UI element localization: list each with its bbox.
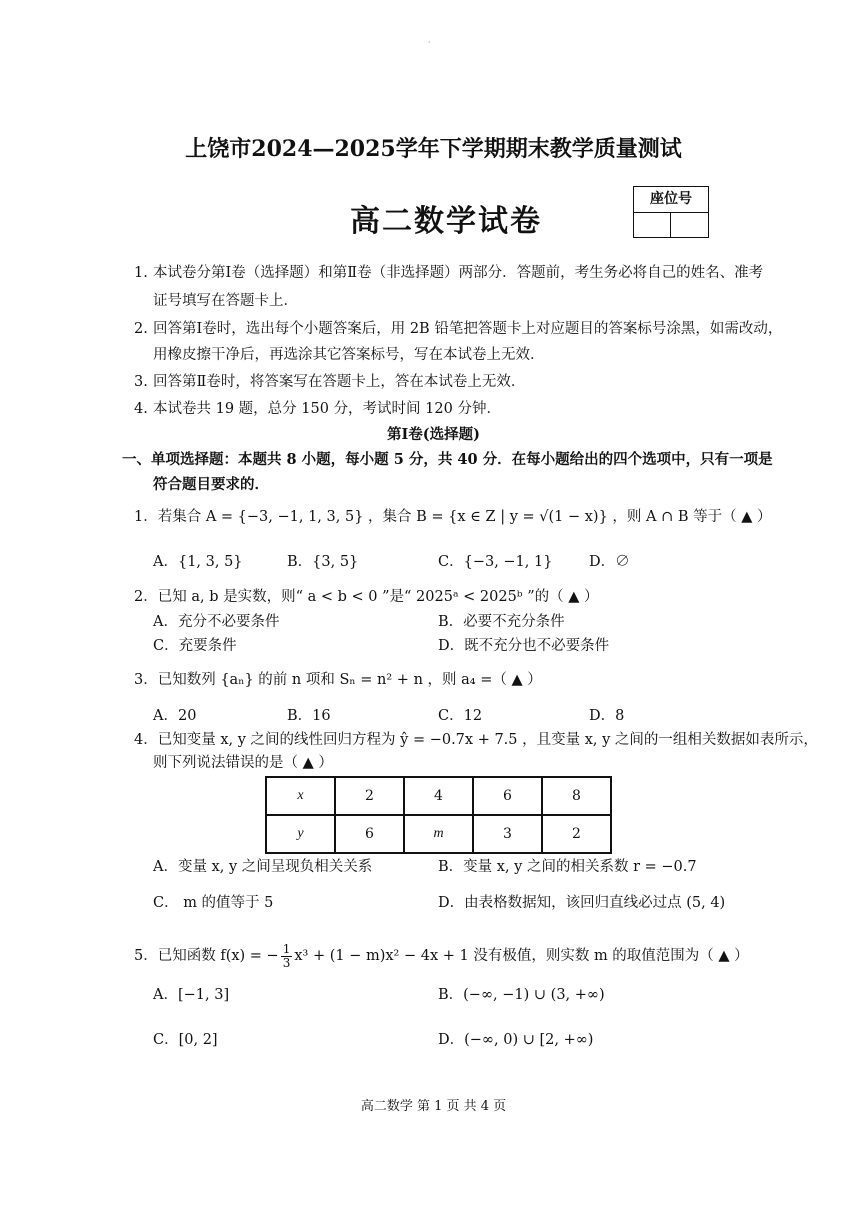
question-2-stem: 2．已知 a, b 是实数，则“ a < b < 0 ”是“ 2025ᵃ < 2025ᵇ ”的（ ▲ ） [134, 589, 599, 605]
fraction-numerator: 1 [282, 942, 291, 956]
question-3-stem: 3．已知数列 {aₙ} 的前 n 项和 Sₙ = n² + n ，则 a₄ =（ ▲ ） [134, 672, 542, 688]
q5-option-b: B．(−∞, −1) ∪ (3, +∞) [438, 987, 605, 1003]
table-row [266, 815, 611, 853]
q2-option-b: B．必要不充分条件 [438, 614, 565, 630]
instruction-line: 回答第Ⅱ卷时，将答案写在答题卡上，答在本试卷上无效． [153, 374, 526, 390]
question-4-stem: 4．已知变量 x, y 之间的线性回归方程为 ŷ = −0.7x + 7.5 ，且变量 x, y 之间的一组相关数据如表所示， [134, 732, 818, 748]
q2-option-a: A．充分不必要条件 [153, 614, 280, 630]
exam-title: 上饶市2024—2025学年下学期期末教学质量测试 [185, 136, 682, 162]
q2-option-c: C．充要条件 [153, 638, 237, 654]
paper-subtitle: 高二数学试卷 [350, 204, 542, 239]
q5-option-c: C．[0, 2] [153, 1032, 218, 1048]
table-cell: 2 [542, 815, 611, 853]
table-cell: m [404, 815, 473, 853]
seat-number-cell [671, 213, 707, 237]
q3-option-a: A．20 [153, 708, 197, 724]
instruction-line: 本试卷分第Ⅰ卷（选择题）和第Ⅱ卷（非选择题）两部分．答题前，考生务必将自己的姓名、准考 [153, 265, 764, 281]
part-heading-continued: 符合题目要求的． [153, 476, 269, 493]
table-cell: 3 [473, 815, 542, 853]
question-4-stem-continued: 则下列说法错误的是（ ▲ ） [153, 755, 333, 771]
instruction-line: 本试卷共 19 题，总分 150 分，考试时间 120 分钟． [153, 401, 501, 417]
instruction-number: 4. [134, 401, 148, 417]
table-cell: 6 [473, 777, 542, 815]
q1-option-c: C．{−3, −1, 1} [438, 554, 553, 570]
q1-option-a: A．{1, 3, 5} [153, 554, 243, 570]
q5-option-a: A．[−1, 3] [153, 987, 230, 1003]
fraction-denominator: 3 [282, 955, 291, 970]
table-cell: 6 [335, 815, 404, 853]
seat-number-label: 座位号 [634, 187, 708, 213]
table-cell: y [266, 815, 335, 853]
table-cell: 4 [404, 777, 473, 815]
regression-data-table [265, 776, 612, 854]
q4-option-a: A．变量 x, y 之间呈现负相关关系 [153, 859, 373, 875]
q5-stem-prefix: 5．已知函数 f(x) = − [134, 948, 279, 965]
q4-option-d: D．由表格数据知，该回归直线必过点 (5, 4) [438, 895, 726, 911]
table-row [266, 777, 611, 815]
page-footer: 高二数学 第 1 页 共 4 页 [360, 1099, 507, 1114]
q3-option-b: B．16 [287, 708, 331, 724]
part-heading: 一、单项选择题：本题共 8 小题，每小题 5 分，共 40 分．在每小题给出的四个选项中，只有一项是 [122, 451, 773, 468]
instruction-number: 2. [134, 321, 148, 337]
instruction-number: 1. [134, 265, 148, 281]
table-cell: x [266, 777, 335, 815]
question-5-stem [134, 943, 749, 969]
instruction-line: 用橡皮擦干净后，再选涂其它答案标号，写在本试卷上无效． [153, 347, 545, 363]
q1-option-b: B．{3, 5} [287, 554, 359, 570]
q5-option-d: D．(−∞, 0) ∪ [2, +∞) [438, 1032, 594, 1048]
q1-option-d: D．∅ [589, 554, 630, 570]
scan-dot: · [428, 38, 431, 47]
q3-option-c: C．12 [438, 708, 483, 724]
section-title: 第Ⅰ卷(选择题) [386, 426, 480, 443]
instruction-line: 回答第Ⅰ卷时，选出每个小题答案后，用 2B 铅笔把答题卡上对应题目的答案标号涂黑，如需改动， [153, 321, 783, 337]
seat-number-cell [634, 213, 671, 237]
fraction [281, 943, 293, 969]
q5-stem-suffix: x³ + (1 − m)x² − 4x + 1 没有极值，则实数 m 的取值范围为（ ▲ ） [294, 948, 749, 965]
question-1-stem: 1．若集合 A = {−3, −1, 1, 3, 5} ，集合 B = {x ∈ Z | y = √(1 − x)} ，则 A ∩ B 等于（ ▲ ） [134, 509, 772, 525]
instruction-number: 3. [134, 374, 148, 390]
seat-number-box [633, 186, 709, 238]
q4-option-b: B．变量 x, y 之间的相关系数 r = −0.7 [438, 859, 697, 875]
q3-option-d: D．8 [589, 708, 625, 724]
q2-option-d: D．既不充分也不必要条件 [438, 638, 610, 654]
q4-option-c: C． m 的值等于 5 [153, 895, 274, 911]
table-cell: 2 [335, 777, 404, 815]
instruction-line: 证号填写在答题卡上． [153, 293, 298, 309]
table-cell: 8 [542, 777, 611, 815]
